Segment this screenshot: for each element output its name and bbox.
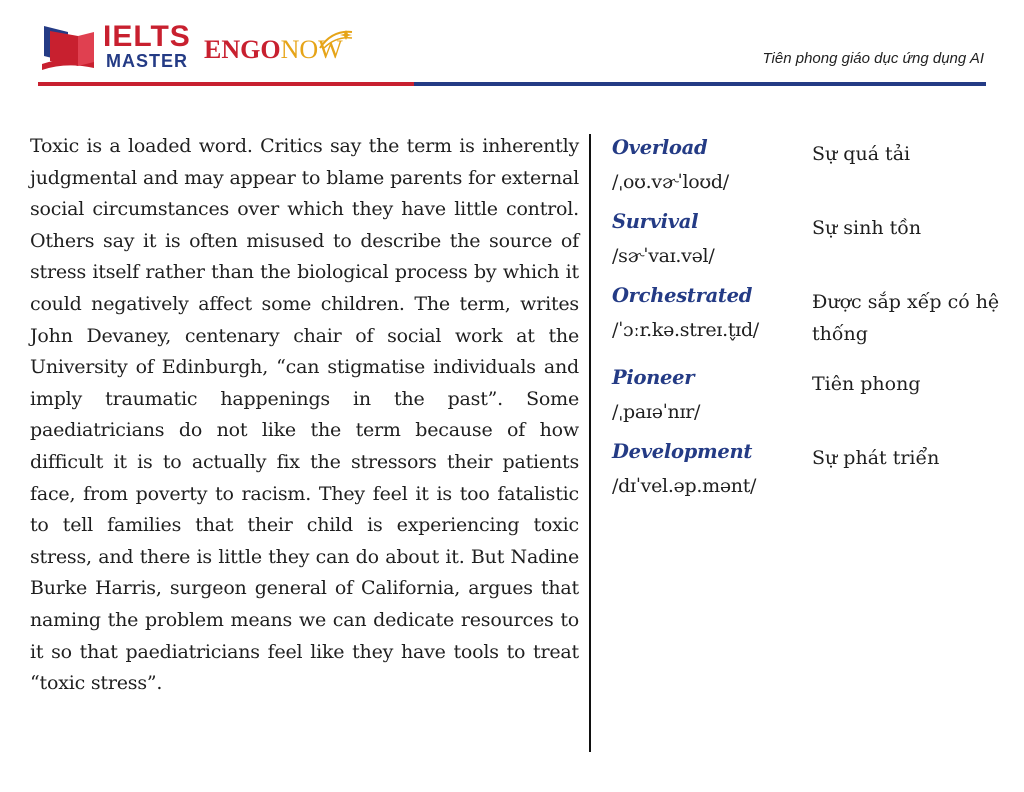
vocab-meaning: Được sắp xếp có hệ thống bbox=[812, 291, 1000, 345]
vocab-item-pioneer bbox=[612, 362, 1002, 430]
sparkle-icon bbox=[318, 28, 354, 50]
logo-ielts-text: IELTS bbox=[103, 20, 191, 53]
reading-passage: Toxic is a loaded word. Critics say the term is inherently judgmental and may appear to blame parents for external social circumstances over which they have little control. Others say it is often misused to describe the source of stress itself rather than the biological process by which it could negatively affect some children. The term, writes John Devaney, centenary chair of social work at the University of Edinburgh, “can stigmatise individuals and imply traumatic happenings in the past”. Some paediatricians do not like the term because of how difficult it is to actually fix the stressors their patients face, from poverty to racism. They feel it is too fatalistic to tell families that their child is experiencing toxic stress, and there is little they can do about it. But Nadine Burke Harris, surgeon general of California, argues that naming the problem means we can dedicate resources to it so that paediatricians feel like they have tools to treat “toxic stress”. bbox=[30, 135, 579, 695]
vocab-word: Overload bbox=[612, 136, 708, 159]
vocab-item-development bbox=[612, 436, 1002, 504]
vocabulary-list bbox=[612, 132, 1002, 504]
logo-now-text: NOW bbox=[280, 35, 343, 64]
vocab-word: Development bbox=[612, 440, 753, 463]
logo-engo-text: ENGO bbox=[204, 35, 281, 64]
tagline: Tiên phong giáo dục ứng dụng AI bbox=[762, 50, 984, 67]
vocab-ipa: /ˌoʊ.vɚˈloʊd/ bbox=[612, 171, 729, 193]
vocab-ipa: /ˌpaɪəˈnɪr/ bbox=[612, 401, 701, 423]
vocab-meaning: Sự phát triển bbox=[812, 447, 940, 469]
vocab-item-overload bbox=[612, 132, 1002, 200]
header-divider-blue bbox=[414, 82, 986, 86]
ielts-master-logo-icon bbox=[38, 22, 98, 70]
vocab-item-orchestrated bbox=[612, 280, 1002, 350]
vocab-meaning: Tiên phong bbox=[812, 373, 921, 395]
vocab-ipa: /dɪˈvel.əp.mənt/ bbox=[612, 475, 757, 497]
vocab-word: Pioneer bbox=[612, 366, 695, 389]
logo-master-text: MASTER bbox=[106, 51, 188, 71]
vocab-meaning: Sự sinh tồn bbox=[812, 217, 922, 239]
column-divider bbox=[589, 134, 591, 752]
vocab-item-survival bbox=[612, 206, 1002, 274]
vocab-meaning: Sự quá tải bbox=[812, 143, 911, 165]
vocab-word: Survival bbox=[612, 210, 699, 233]
vocab-word: Orchestrated bbox=[612, 284, 753, 307]
vocab-ipa: /ˈɔːr.kə.streɪ.t̬ɪd/ bbox=[612, 319, 759, 341]
header-divider-red bbox=[38, 82, 414, 86]
vocab-ipa: /sɚˈvaɪ.vəl/ bbox=[612, 245, 715, 267]
